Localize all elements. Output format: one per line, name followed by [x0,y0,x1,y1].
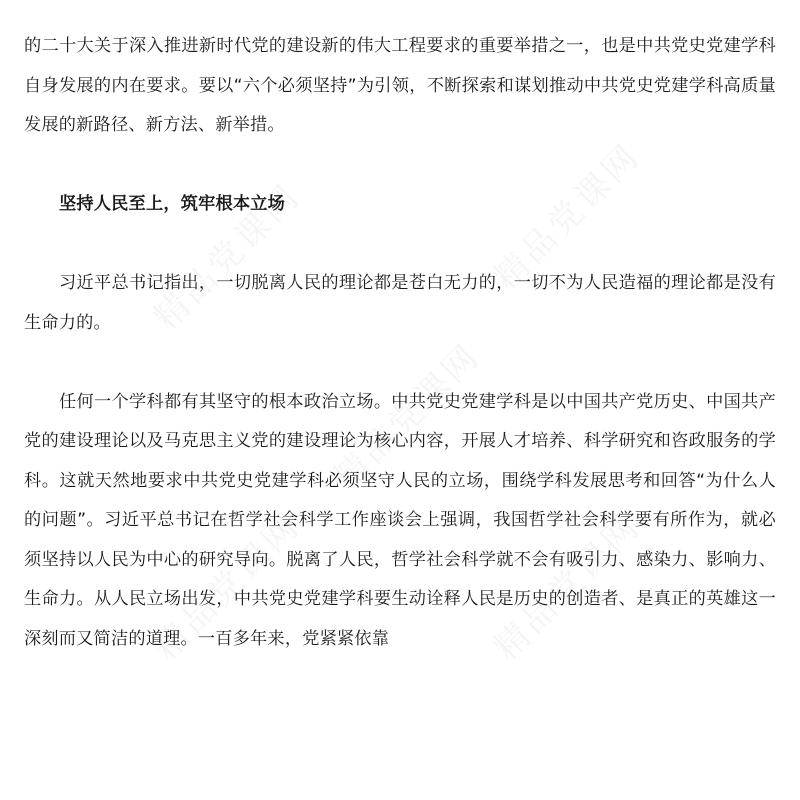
paragraph-continuation: 的二十大关于深入推进新时代党的建设新的伟大工程要求的重要举措之一，也是中共党史党建学科自身发展的内在要求。要以“六个必须坚持”为引领，不断探索和谋划推动中共党史党建学科高质量发展的新路径、新方法、新举措。 [24,36,776,135]
paragraph-spacer [24,146,776,186]
paragraph-body: 任何一个学科都有其坚守的根本政治立场。中共党史党建学科是以中国共产党历史、中国共产党的建设理论以及马克思主义党的建设理论为核心内容，开展人才培养、科学研究和咨政服务的学科。这就天然地要求中共党史党建学科必须坚守人民的立场，围绕学科发展思考和回答“为什么人的问题”。习近平总书记在哲学社会科学工作座谈会上强调，我国哲学社会科学要有所作为，就必须坚持以人民为中心的研究导向。脱离了人民，哲学社会科学就不会有吸引力、感染力、影响力、生命力。从人民立场出发，中共党史党建学科要生动诠释人民是历史的创造者、是真正的英雄这一深刻而又简洁的道理。一百多年来，党紧紧依靠 [24,391,776,649]
section-heading: 坚持人民至上，筑牢根本立场 [59,194,286,214]
paragraph-spacer [24,225,776,265]
document-body [24,27,776,659]
paragraph-spacer [24,343,776,383]
paragraph-quote: 习近平总书记指出，一切脱离人民的理论都是苍白无力的，一切不为人民造福的理论都是没有生命力的。 [24,273,776,333]
